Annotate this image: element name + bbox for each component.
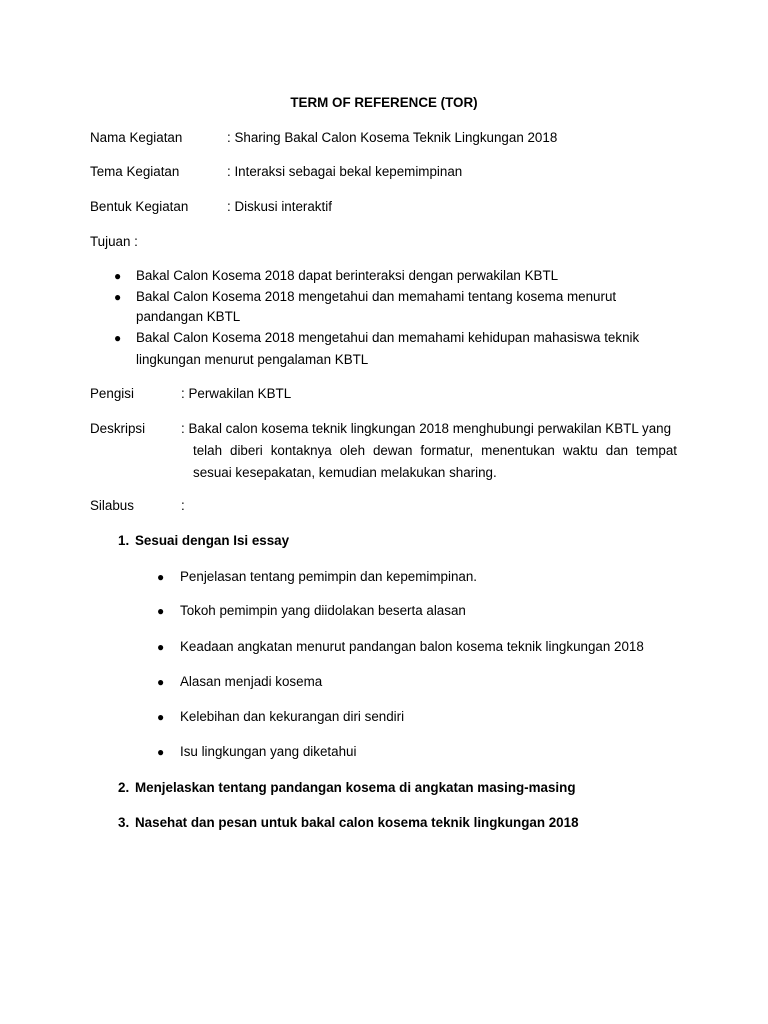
tema-kegiatan-label: Tema Kegiatan <box>90 164 180 179</box>
bullet-icon: ● <box>157 604 165 618</box>
bullet-icon: ● <box>157 570 165 584</box>
tujuan-item-continuation: pandangan KBTL <box>136 309 241 324</box>
deskripsi-text: sesuai kesepakatan, kemudian melakukan sharing. <box>193 465 497 480</box>
bullet-icon: ● <box>157 675 165 689</box>
bentuk-kegiatan-value: : Diskusi interaktif <box>227 199 332 214</box>
silabus-label: Silabus <box>90 498 134 513</box>
bullet-icon: ● <box>114 269 122 283</box>
silabus-section-title: Menjelaskan tentang pandangan kosema di angkatan masing-masing <box>135 780 576 795</box>
bentuk-kegiatan-label: Bentuk Kegiatan <box>90 199 189 214</box>
silabus-section-title: Nasehat dan pesan untuk bakal calon kosema teknik lingkungan 2018 <box>135 815 579 830</box>
bullet-icon: ● <box>157 745 165 759</box>
deskripsi-label: Deskripsi <box>90 421 146 436</box>
pengisi-value: : Perwakilan KBTL <box>181 386 292 401</box>
silabus-sub-item: Alasan menjadi kosema <box>180 674 323 689</box>
tujuan-item: Bakal Calon Kosema 2018 mengetahui dan memahami tentang kosema menurut <box>136 289 617 304</box>
tujuan-item: Bakal Calon Kosema 2018 mengetahui dan memahami kehidupan mahasiswa teknik <box>136 330 640 345</box>
pengisi-label: Pengisi <box>90 386 134 401</box>
bullet-icon: ● <box>114 331 122 345</box>
silabus-sub-item: Kelebihan dan kekurangan diri sendiri <box>180 709 405 724</box>
bullet-icon: ● <box>157 640 165 654</box>
silabus-sub-item: Keadaan angkatan menurut pandangan balon kosema teknik lingkungan 2018 <box>180 639 644 654</box>
document-title: TERM OF REFERENCE (TOR) <box>290 95 478 110</box>
silabus-sub-item: Tokoh pemimpin yang diidolakan beserta alasan <box>180 603 466 618</box>
nama-kegiatan-label: Nama Kegiatan <box>90 130 183 145</box>
silabus-colon: : <box>181 498 185 513</box>
tujuan-label: Tujuan : <box>90 234 138 249</box>
deskripsi-text: telah diberi kontaknya oleh dewan formatur, menentukan waktu dan tempat <box>193 443 677 458</box>
silabus-sub-item: Isu lingkungan yang diketahui <box>180 744 357 759</box>
bullet-icon: ● <box>157 710 165 724</box>
silabus-number: 2. <box>118 780 130 795</box>
silabus-section-title: Sesuai dengan Isi essay <box>135 533 290 548</box>
tema-kegiatan-value: : Interaksi sebagai bekal kepemimpinan <box>227 164 463 179</box>
tujuan-item: Bakal Calon Kosema 2018 dapat berinteraksi dengan perwakilan KBTL <box>136 268 559 283</box>
silabus-sub-item: Penjelasan tentang pemimpin dan kepemimpinan. <box>180 569 478 584</box>
nama-kegiatan-value: : Sharing Bakal Calon Kosema Teknik Lingkungan 2018 <box>227 130 558 145</box>
bullet-icon: ● <box>114 290 122 304</box>
silabus-number: 1. <box>118 533 130 548</box>
deskripsi-text: : Bakal calon kosema teknik lingkungan 2018 menghubungi perwakilan KBTL yang <box>181 421 672 436</box>
tujuan-item-continuation: lingkungan menurut pengalaman KBTL <box>136 352 369 367</box>
silabus-number: 3. <box>118 815 130 830</box>
